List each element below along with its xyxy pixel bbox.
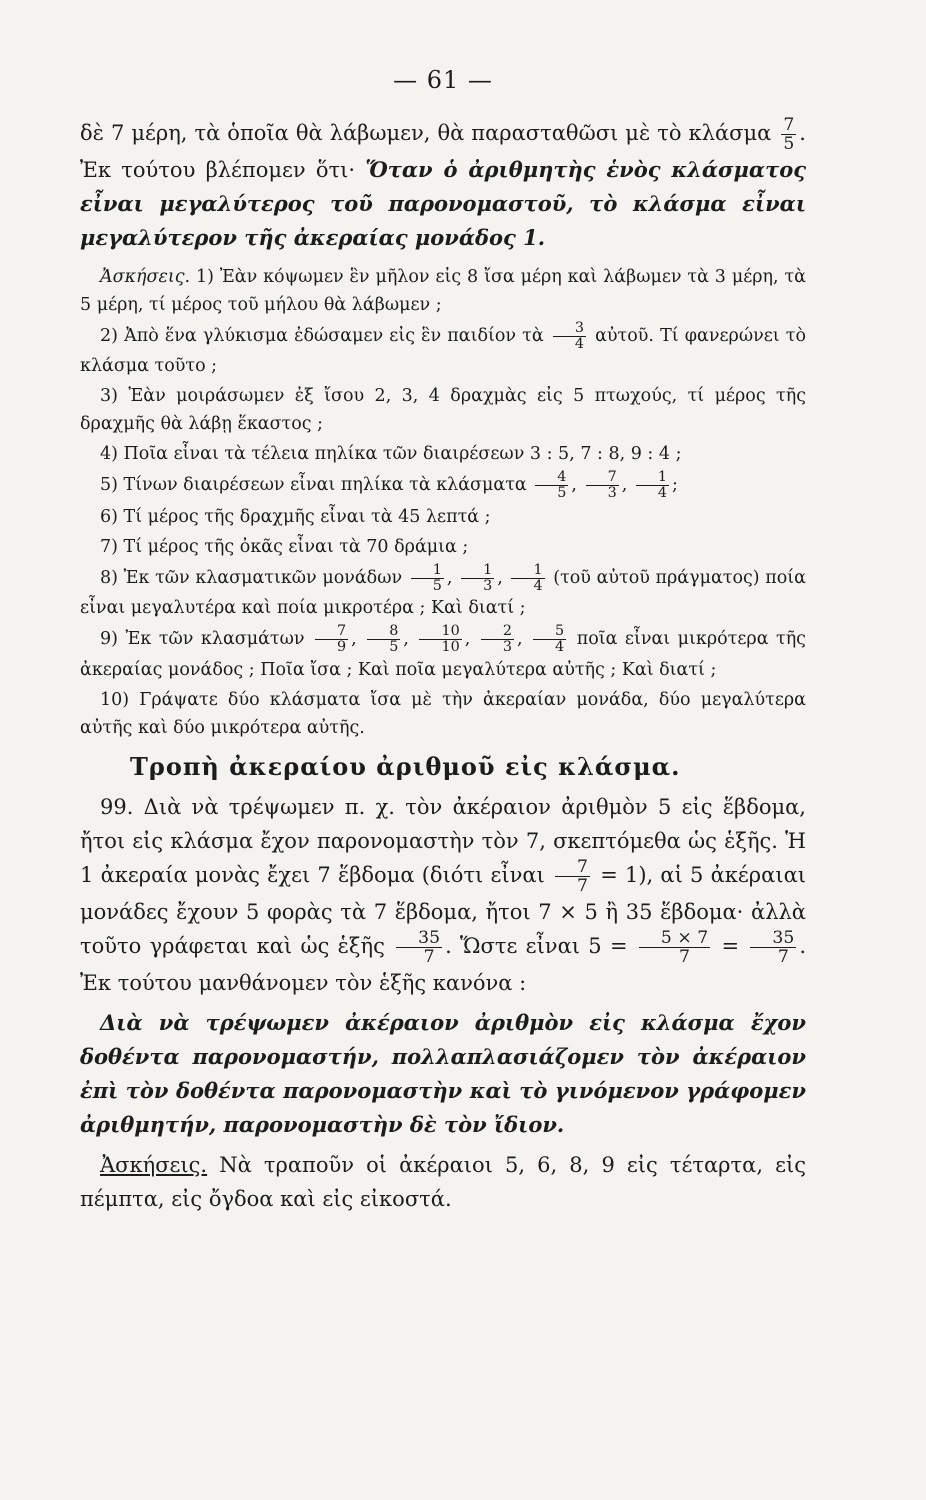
fraction-numerator: 7 <box>783 115 795 135</box>
exercise-4: 4) Ποῖα εἶναι τὰ τέλεια πηλίκα τῶν διαιρέσεων 3 : 5, 7 : 8, 9 : 4 ; <box>100 444 682 465</box>
final-exercise: Ἀσκήσεις. Νὰ τραποῦν οἱ ἀκέραιοι 5, 6, 8, 9 εἰς τέταρτα, εἰς πέμπτα, εἰς ὄγδοα καὶ εἰς εἰκοστά. <box>80 1152 806 1211</box>
section-title: Τροπὴ ἀκεραίου ἀριθμοῦ εἰς κλάσμα. <box>130 751 681 781</box>
fraction: $\frac{8}{5}$ <box>367 624 400 655</box>
fraction: $\frac{10}{10}$ <box>419 624 461 655</box>
intro-text-1: δὲ 7 μέρη, τὰ ὁποῖα θὰ λάβωμεν, θὰ παρασταθῶσι μὲ τὸ κλάσμα <box>80 121 772 146</box>
fraction: $\frac{5 \times 7}{7}$ <box>639 929 710 966</box>
exercises-label: Ἀσκήσεις. <box>100 267 191 288</box>
fraction: $\frac{35}{7}$ <box>750 929 796 966</box>
page-number: — 61 — <box>393 66 493 94</box>
final-exercise-label: Ἀσκήσεις. <box>100 1152 208 1177</box>
fraction-denominator: 5 <box>783 134 795 155</box>
intro-text-2: . Ἐκ τούτου βλέπομεν ὅτι· <box>80 121 806 183</box>
exercise-6: 6) Τί μέρος τῆς δραχμῆς εἶναι τὰ 45 λεπτά ; <box>100 507 491 528</box>
fraction: $\frac{1}{4}$ <box>511 563 544 594</box>
exercise-7: 7) Τί μέρος τῆς ὀκᾶς εἶναι τὰ 70 δράμια ; <box>100 537 469 558</box>
intro-bold-statement: Ὅταν ὁ ἀριθμητὴς ἑνὸς κλάσματος εἶναι μεγαλύτερος τοῦ παρονομαστοῦ, τὸ κλάσμα εἶναι μεγαλύτερον τῆς ἀκεραίας μονάδος 1. <box>80 157 806 251</box>
fraction: $\frac{4}{5}$ <box>535 470 568 501</box>
intro-fraction <box>781 116 796 153</box>
fraction: $\frac{3}{4}$ <box>553 321 586 352</box>
fraction: $\frac{1}{3}$ <box>461 563 494 594</box>
exercise-8: 8) Ἐκ τῶν κλασματικῶν μονάδων $\frac{1}{5}$ , $\frac{1}{3}$ , $\frac{1}{4}$ (τοῦ αὐτοῦ πράγματος) ποία εἶναι μεγαλυτέρα καὶ ποία μικροτέρα ; Καὶ διατί ; <box>80 562 806 619</box>
paragraph-99: 99. Διὰ νὰ τρέψωμεν π. χ. τὸν ἀκέραιον ἀριθμὸν 5 εἰς ἕβδομα, ἤτοι εἰς κλάσμα ἔχον παρονομαστὴν τὸν 7, σκεπτόμεθα ὡς ἑξῆς. Ἡ 1 ἀκεραία μονὰς ἔχει 7 ἕβδομα (διότι εἶναι $\frac{7}{7}$ = 1), αἱ 5 ἀκέραιαι μονάδες ἔχουν 5 φορὰς τὰ 7 ἕβδομα, ἤτοι 7 × 5 ἢ 35 ἕβδομα· ἀλλὰ τοῦτο γράφεται καὶ ὡς ἑξῆς $\frac{35}{7}$ . Ὥστε εἶναι 5 = $\frac{5 \times 7}{7}$ = $\frac{35}{7}$ . Ἐκ τούτου μανθάνομεν τὸν ἑξῆς κανόνα : <box>80 794 806 995</box>
exercise-3: 3) Ἐὰν μοιράσωμεν ἐξ ἴσου 2, 3, 4 δραχμὰς εἰς 5 πτωχούς, τί μέρος τῆς δραχμῆς θὰ λάβῃ ἕκαστος ; <box>80 386 806 435</box>
intro-paragraph <box>80 116 806 255</box>
fraction: $\frac{2}{3}$ <box>481 624 514 655</box>
fraction: $\frac{7}{7}$ <box>555 858 590 895</box>
exercise-5: 5) Τίνων διαιρέσεων εἶναι πηλίκα τὰ κλάσματα $\frac{4}{5}$ , $\frac{7}{3}$ , $\frac{1}{4}$ ; <box>100 469 678 502</box>
rule-statement: Διὰ νὰ τρέψωμεν ἀκέραιον ἀριθμὸν εἰς κλάσμα ἔχον δοθέντα παρονομαστήν, πολλαπλασιάζομεν τὸν ἀκέραιον ἐπὶ τὸν δοθέντα παρονομαστὴν καὶ τὸ γινόμενον γράφομεν ἀριθμητήν, παρονομαστὴν δὲ τὸν ἴδιον. <box>80 1009 806 1137</box>
fraction: $\frac{1}{4}$ <box>636 470 669 501</box>
exercise-2: 2) Ἀπὸ ἕνα γλύκισμα ἐδώσαμεν εἰς ἓν παιδίον τὰ $\frac{3}{4}$ αὐτοῦ. Τί φανερώνει τὸ κλάσμα τοῦτο ; <box>80 320 806 377</box>
fraction: $\frac{35}{7}$ <box>396 929 442 966</box>
exercise-9: 9) Ἐκ τῶν κλασμάτων $\frac{7}{9}$ , $\frac{8}{5}$ , $\frac{10}{10}$ , $\frac{2}{3}$ , $\frac{5}{4}$ ποῖα εἶναι μικρότερα τῆς ἀκεραίας μονάδος ; Ποῖα ἴσα ; Καὶ ποῖα μεγαλύτερα αὐτῆς ; Καὶ διατί ; <box>80 623 806 680</box>
fraction: $\frac{7}{9}$ <box>315 624 348 655</box>
exercise-10: 10) Γράψατε δύο κλάσματα ἴσα μὲ τὴν ἀκεραίαν μονάδα, δύο μεγαλύτερα αὐτῆς καὶ δύο μικρότερα αὐτῆς. <box>80 689 806 738</box>
fraction: $\frac{7}{3}$ <box>586 470 619 501</box>
exercise-1: Ἀσκήσεις. 1) Ἐὰν κόψωμεν ἓν μῆλον εἰς 8 ἴσα μέρη καὶ λάβωμεν τὰ 3 μέρη, τὰ 5 μέρη, τί μέρος τοῦ μήλου θὰ λάβωμεν ; <box>80 267 806 316</box>
fraction: $\frac{1}{5}$ <box>411 563 444 594</box>
fraction: $\frac{5}{4}$ <box>533 624 566 655</box>
